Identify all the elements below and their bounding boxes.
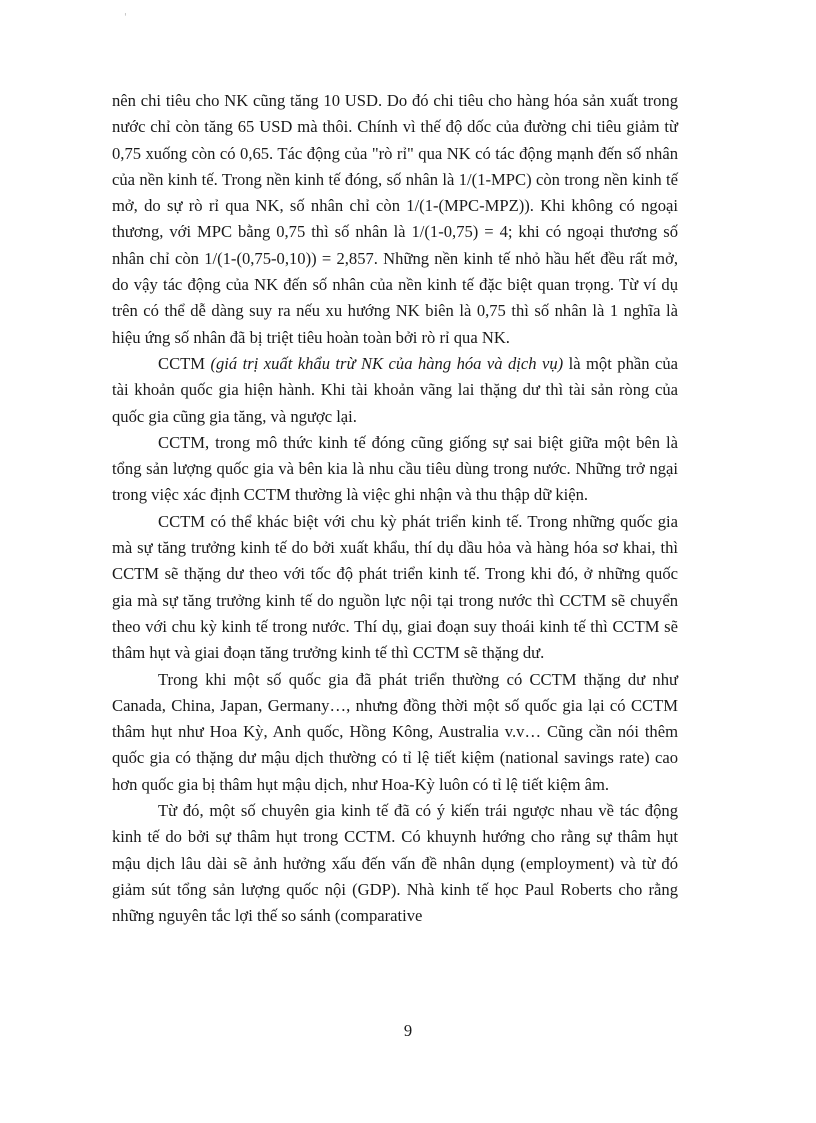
page-number: 9 [403,1021,413,1040]
italic-text-run: (giá trị xuất khẩu trừ NK của hàng hóa và dịch vụ) [210,353,564,373]
paragraph [112,509,678,667]
text-run: Trong khi một số quốc gia đã phát triển thường có CCTM thặng dư như Canada, China, Japan, Germany…, nhưng đồng thời một số quốc gia lại có CCTM thâm hụt như Hoa Kỳ, Anh quốc, Hồng Kông, Australia v.v… Cũng cần nói thêm quốc gia có thặng dư mậu dịch thường có tỉ lệ tiết kiệm (national savings rate) cao hơn quốc gia bị thâm hụt mậu dịch, như Hoa-Kỳ luôn có tỉ lệ tiết kiệm âm. [112,669,678,794]
text-run: là một phần của tài khoản quốc gia hiện hành. Khi tài khoản vãng lai thặng dư thì tài sản ròng của quốc gia cũng gia tăng, và ngược lại. [112,353,678,426]
paragraph [112,88,678,351]
paragraph [112,667,678,798]
text-run: CCTM có thể khác biệt với chu kỳ phát triển kinh tế. Trong những quốc gia mà sự tăng trưởng kinh tế do bởi xuất khẩu, thí dụ dầu hỏa và hàng hóa sơ khai, thì CCTM sẽ thặng dư theo với tốc độ phát triển kinh tế. Trong khi đó, ở những quốc gia mà sự tăng trưởng kinh tế do nguồn lực nội tại trong nước thì CCTM sẽ chuyển theo với chu kỳ kinh tế trong nước. Thí dụ, giai đoạn suy thoái kinh tế thì CCTM sẽ thâm hụt và giai đoạn tăng trưởng kinh tế thì CCTM sẽ thặng dư. [112,511,678,663]
text-run: Từ đó, một số chuyên gia kinh tế đã có ý kiến trái ngược nhau về tác động kinh tế do bởi sự thâm hụt trong CCTM. Có khuynh hướng cho rằng sự thâm hụt mậu dịch lâu dài sẽ ảnh hưởng xấu đến vấn đề nhân dụng (employment) và từ đó giảm sút tổng sản lượng quốc nội (GDP). Nhà kinh tế học Paul Roberts cho rằng những nguyên tắc lợi thế so sánh (comparative [112,801,678,926]
text-run: CCTM [158,353,211,373]
text-run: CCTM, trong mô thức kinh tế đóng cũng giống sự sai biệt giữa một bên là tổng sản lượng quốc gia và bên kia là nhu cầu tiêu dùng trong nước. Những trở ngại trong việc xác định CCTM thường là việc ghi nhận và thu thập dữ kiện. [112,432,678,505]
scan-corner-mark: ' [124,12,127,23]
text-run: nên chi tiêu cho NK cũng tăng 10 USD. Do đó chi tiêu cho hàng hóa sản xuất trong nước chỉ còn tăng 65 USD mà thôi. Chính vì thế độ dốc của đường chi tiêu giảm từ 0,75 xuống còn có 0,65. Tác động của "rò rỉ" qua NK có tác động mạnh đến số nhân của nền kinh tế. Trong nền kinh tế đóng, số nhân là 1/(1-MPC) còn trong nền kinh tế mở, do sự rò rỉ qua NK, số nhân chỉ còn 1/(1-(MPC-MPZ)). Khi không có ngoại thương, với MPC bằng 0,75 thì số nhân là 1/(1-0,75) = 4; khi có ngoại thương số nhân chỉ còn 1/(1-(0,75-0,10)) = 2,857. Những nền kinh tế nhỏ hầu hết đều rất mở, do vậy tác động của NK đến số nhân của nền kinh tế đặc biệt quan trọng. Từ ví dụ trên có thể dễ dàng suy ra nếu xu hướng NK biên là 0,75 thì số nhân là 1 nghĩa là hiệu ứng số nhân đã bị triệt tiêu hoàn toàn bởi rò rỉ qua NK. [112,91,678,347]
paragraph [112,798,678,929]
paragraph [112,430,678,509]
paragraph [112,351,678,430]
document-body [112,88,678,930]
